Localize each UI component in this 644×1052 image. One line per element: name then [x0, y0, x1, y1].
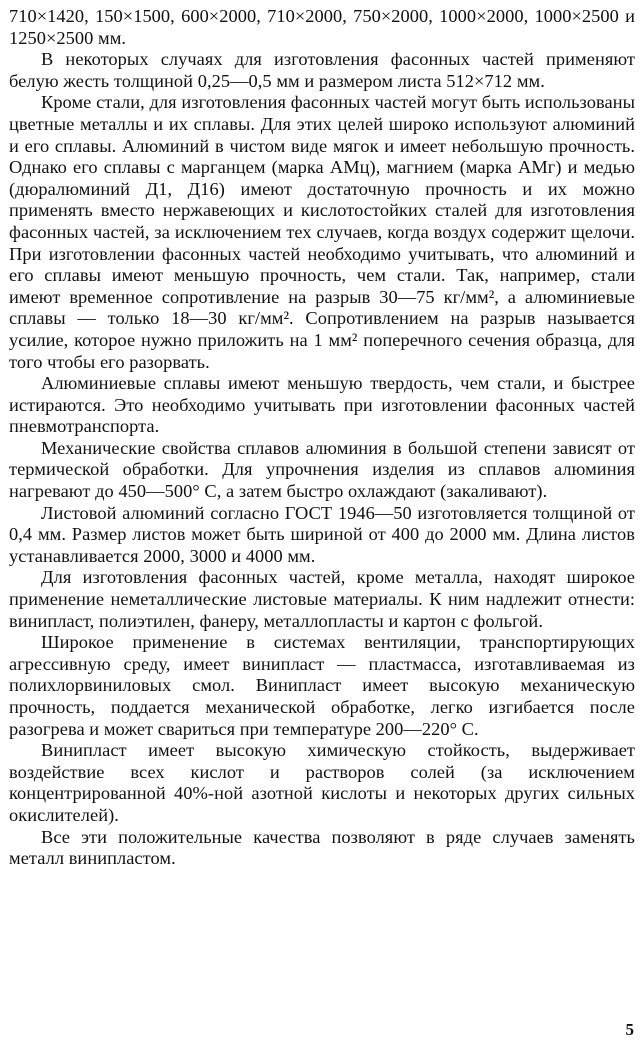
paragraph-conclusion: Все эти положительные качества позволяют в ряде случаев заменять металл винипластом.: [9, 826, 635, 869]
paragraph-tin-plate: В некоторых случаях для изготовления фасонных частей применяют белую жесть толщиной 0,25—0,5 мм и размером листа 512×712 мм.: [9, 49, 635, 91]
paragraph-sheet-sizes: 710×1420, 150×1500, 600×2000, 710×2000, 750×2000, 1000×2000, 1000×2500 и 1250×2500 мм.: [9, 6, 635, 48]
paragraph-heat-treatment: Механические свойства сплавов алюминия в большой степени зависят от термической обработки. Для упрочнения изделия из сплавов алюминия нагревают до 450—500° С, а затем быстро охлаждают (закаливают).: [9, 437, 635, 502]
paragraph-aluminium-hardness: Алюминиевые сплавы имеют меньшую твердость, чем стали, и быстрее истираются. Это необходимо учитывать при изготовлении фасонных частей пневмотранспорта.: [9, 373, 635, 437]
paragraph-sheet-aluminium-gost: Листовой алюминий согласно ГОСТ 1946—50 изготовляется толщиной от 0,4 мм. Размер листов может быть шириной от 400 до 2000 мм. Длина листов устанавливается 2000, 3000 и 4000 мм.: [9, 502, 635, 566]
paragraph-chemical-resistance: Винипласт имеет высокую химическую стойкость, выдерживает воздействие всех кислот и растворов солей (за исключением концентрированной 40%-ной азотной кислоты и некоторых других сильных окислителей).: [9, 740, 635, 825]
page-body: [9, 6, 635, 870]
paragraph-non-metallic-materials: Для изготовления фасонных частей, кроме металла, находят широкое применение неметаллические листовые материалы. К ним надлежит отнести: винипласт, полиэтилен, фанеру, металлопласты и картон с фольгой.: [9, 567, 635, 631]
paragraph-viniplast: Широкое применение в системах вентиляции, транспортирующих агрессивную среду, имеет винипласт — пластмасса, изготавливаемая из полихлорвиниловых смол. Винипласт имеет высокую механическую прочность, поддается механической обработке, легко изгибается после разогрева и может свариться при температуре 200—220° С.: [9, 632, 635, 739]
paragraph-non-ferrous-metals: Кроме стали, для изготовления фасонных частей могут быть использованы цветные металлы и их сплавы. Для этих целей широко используют алюминий и его сплавы. Алюминий в чистом виде мягок и имеет небольшую прочность. Однако его сплавы с марганцем (марка АМц), магнием (марка АМг) и медью (дюралюминий Д1, Д16) имеют достаточную прочность и их можно применять вместо нержавеющих и кислотостойких сталей для изготовления фасонных частей, за исключением тех случаев, когда воздух содержит щелочи. При изготовлении фасонных частей необходимо учитывать, что алюминий и его сплавы имеют меньшую прочность, чем стали. Так, например, стали имеют временное сопротивление на разрыв 30—75 кг/мм², а алюминиевые сплавы — только 18—30 кг/мм². Сопротивлением на разрыв называется усилие, которое нужно приложить на 1 мм² поперечного сечения образца, для того чтобы его разорвать.: [9, 92, 635, 372]
page-number: 5: [625, 1020, 634, 1039]
